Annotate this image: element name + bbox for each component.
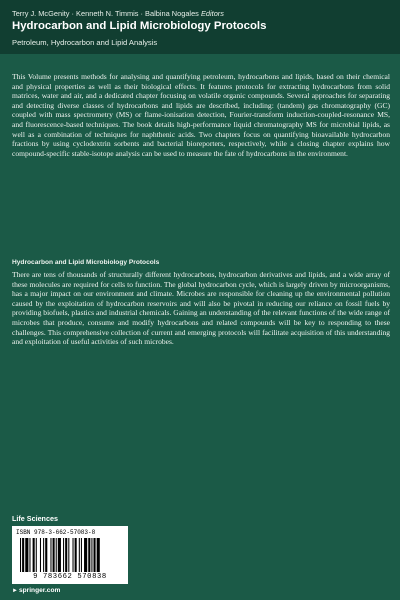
barcode-bar <box>84 538 87 572</box>
arrow-icon: ► <box>12 588 18 594</box>
editors-names: Terry J. McGenity · Kenneth N. Timmis · Balbina Nogales <box>12 9 199 18</box>
barcode-bar <box>53 538 55 572</box>
barcode-bar <box>73 538 74 572</box>
barcode-bar <box>68 538 69 572</box>
barcode-bar <box>43 538 44 572</box>
barcode-bar <box>25 538 28 572</box>
barcode-bar <box>88 538 90 572</box>
volume-description: This Volume presents methods for analysing and quantifying petroleum, hydrocarbons and lipids, based on their chemical and physical properties as well as their biological effects. It features protocols for extracting hydrocarbons from solid matrices, water and air, and a dedicated chapter focusing on volatile organic compounds. Several approaches for separating and detecting diverse classes of hydrocarbons and lipids are described, including: (tandem) gas chromatography (GC) coupled with mass spectrometry (MS) or flame-ionisation detection, Fourier-transform induction-coupled-resonance MS, and fluorescence-based techniques. The book details high-performance liquid chromatography MS for microbial lipids, as well as a combination of techniques for naphthenic acids. Two chapters focus on quantifying bioavailable hydrocarbon fractions by using cyclodextrin sorbents and bacterial bioreporters, respectively, while a closing chapter explains how compound-specific stable-isotope analysis can be used to measure the fate of hydrocarbons in the environment. <box>12 72 390 158</box>
barcode-bar <box>75 538 77 572</box>
book-title: Hydrocarbon and Lipid Microbiology Protocols <box>12 20 267 32</box>
barcode-bar <box>33 538 35 572</box>
subject-category: Life Sciences <box>12 514 58 523</box>
barcode-bar <box>45 538 47 572</box>
editors-role: Editors <box>200 9 224 18</box>
book-subtitle: Petroleum, Hydrocarbon and Lipid Analysis <box>12 38 158 47</box>
series-description: There are tens of thousands of structurally different hydrocarbons, hydrocarbon derivatives and lipids, and a wide array of these molecules are required for cells to function. The global hydrocarbon cycle, which is largely driven by microorganisms, has a major impact on our environment and climate. Microbes are responsible for cleaning up the environmental pollution caused by the exploitation of hydrocarbon reservoirs and will also be pivotal in reducing our reliance on fossil fuels by providing biofuels, plastics and industrial chemicals. Gaining an understanding of the relevant functions of the wide range of microbes that produce, consume and modify hydrocarbons and related compounds will be key to responding to these challenges. This comprehensive collection of current and emerging protocols will facilitate acquisition of this understanding and exploitation of useful activities of such microbes. <box>12 270 390 347</box>
barcode-digits: 9 783662 570838 <box>33 573 107 581</box>
barcode-bar <box>56 538 57 572</box>
header-band <box>0 0 400 54</box>
barcode-bar <box>94 538 96 572</box>
barcode-bar <box>63 538 64 572</box>
barcode-bar <box>36 538 37 572</box>
barcode-bar <box>97 538 100 572</box>
barcode-icon <box>20 538 120 572</box>
website-label: springer.com <box>18 587 61 594</box>
barcode-box <box>12 526 128 584</box>
barcode-bar <box>50 538 51 572</box>
publisher-website[interactable] <box>12 587 60 594</box>
series-heading: Hydrocarbon and Lipid Microbiology Protocols <box>12 259 160 266</box>
barcode-bar <box>40 538 41 572</box>
barcode-bar <box>81 538 82 572</box>
barcode-bar <box>29 538 30 572</box>
barcode-bar <box>79 538 80 572</box>
isbn-label: ISBN 978-3-662-57083-8 <box>16 529 96 536</box>
barcode-bar <box>20 538 21 572</box>
barcode-bar <box>22 538 24 572</box>
editors-line <box>12 9 224 18</box>
barcode-bar <box>91 538 92 572</box>
barcode-bar <box>65 538 67 572</box>
barcode-bar <box>58 538 61 572</box>
